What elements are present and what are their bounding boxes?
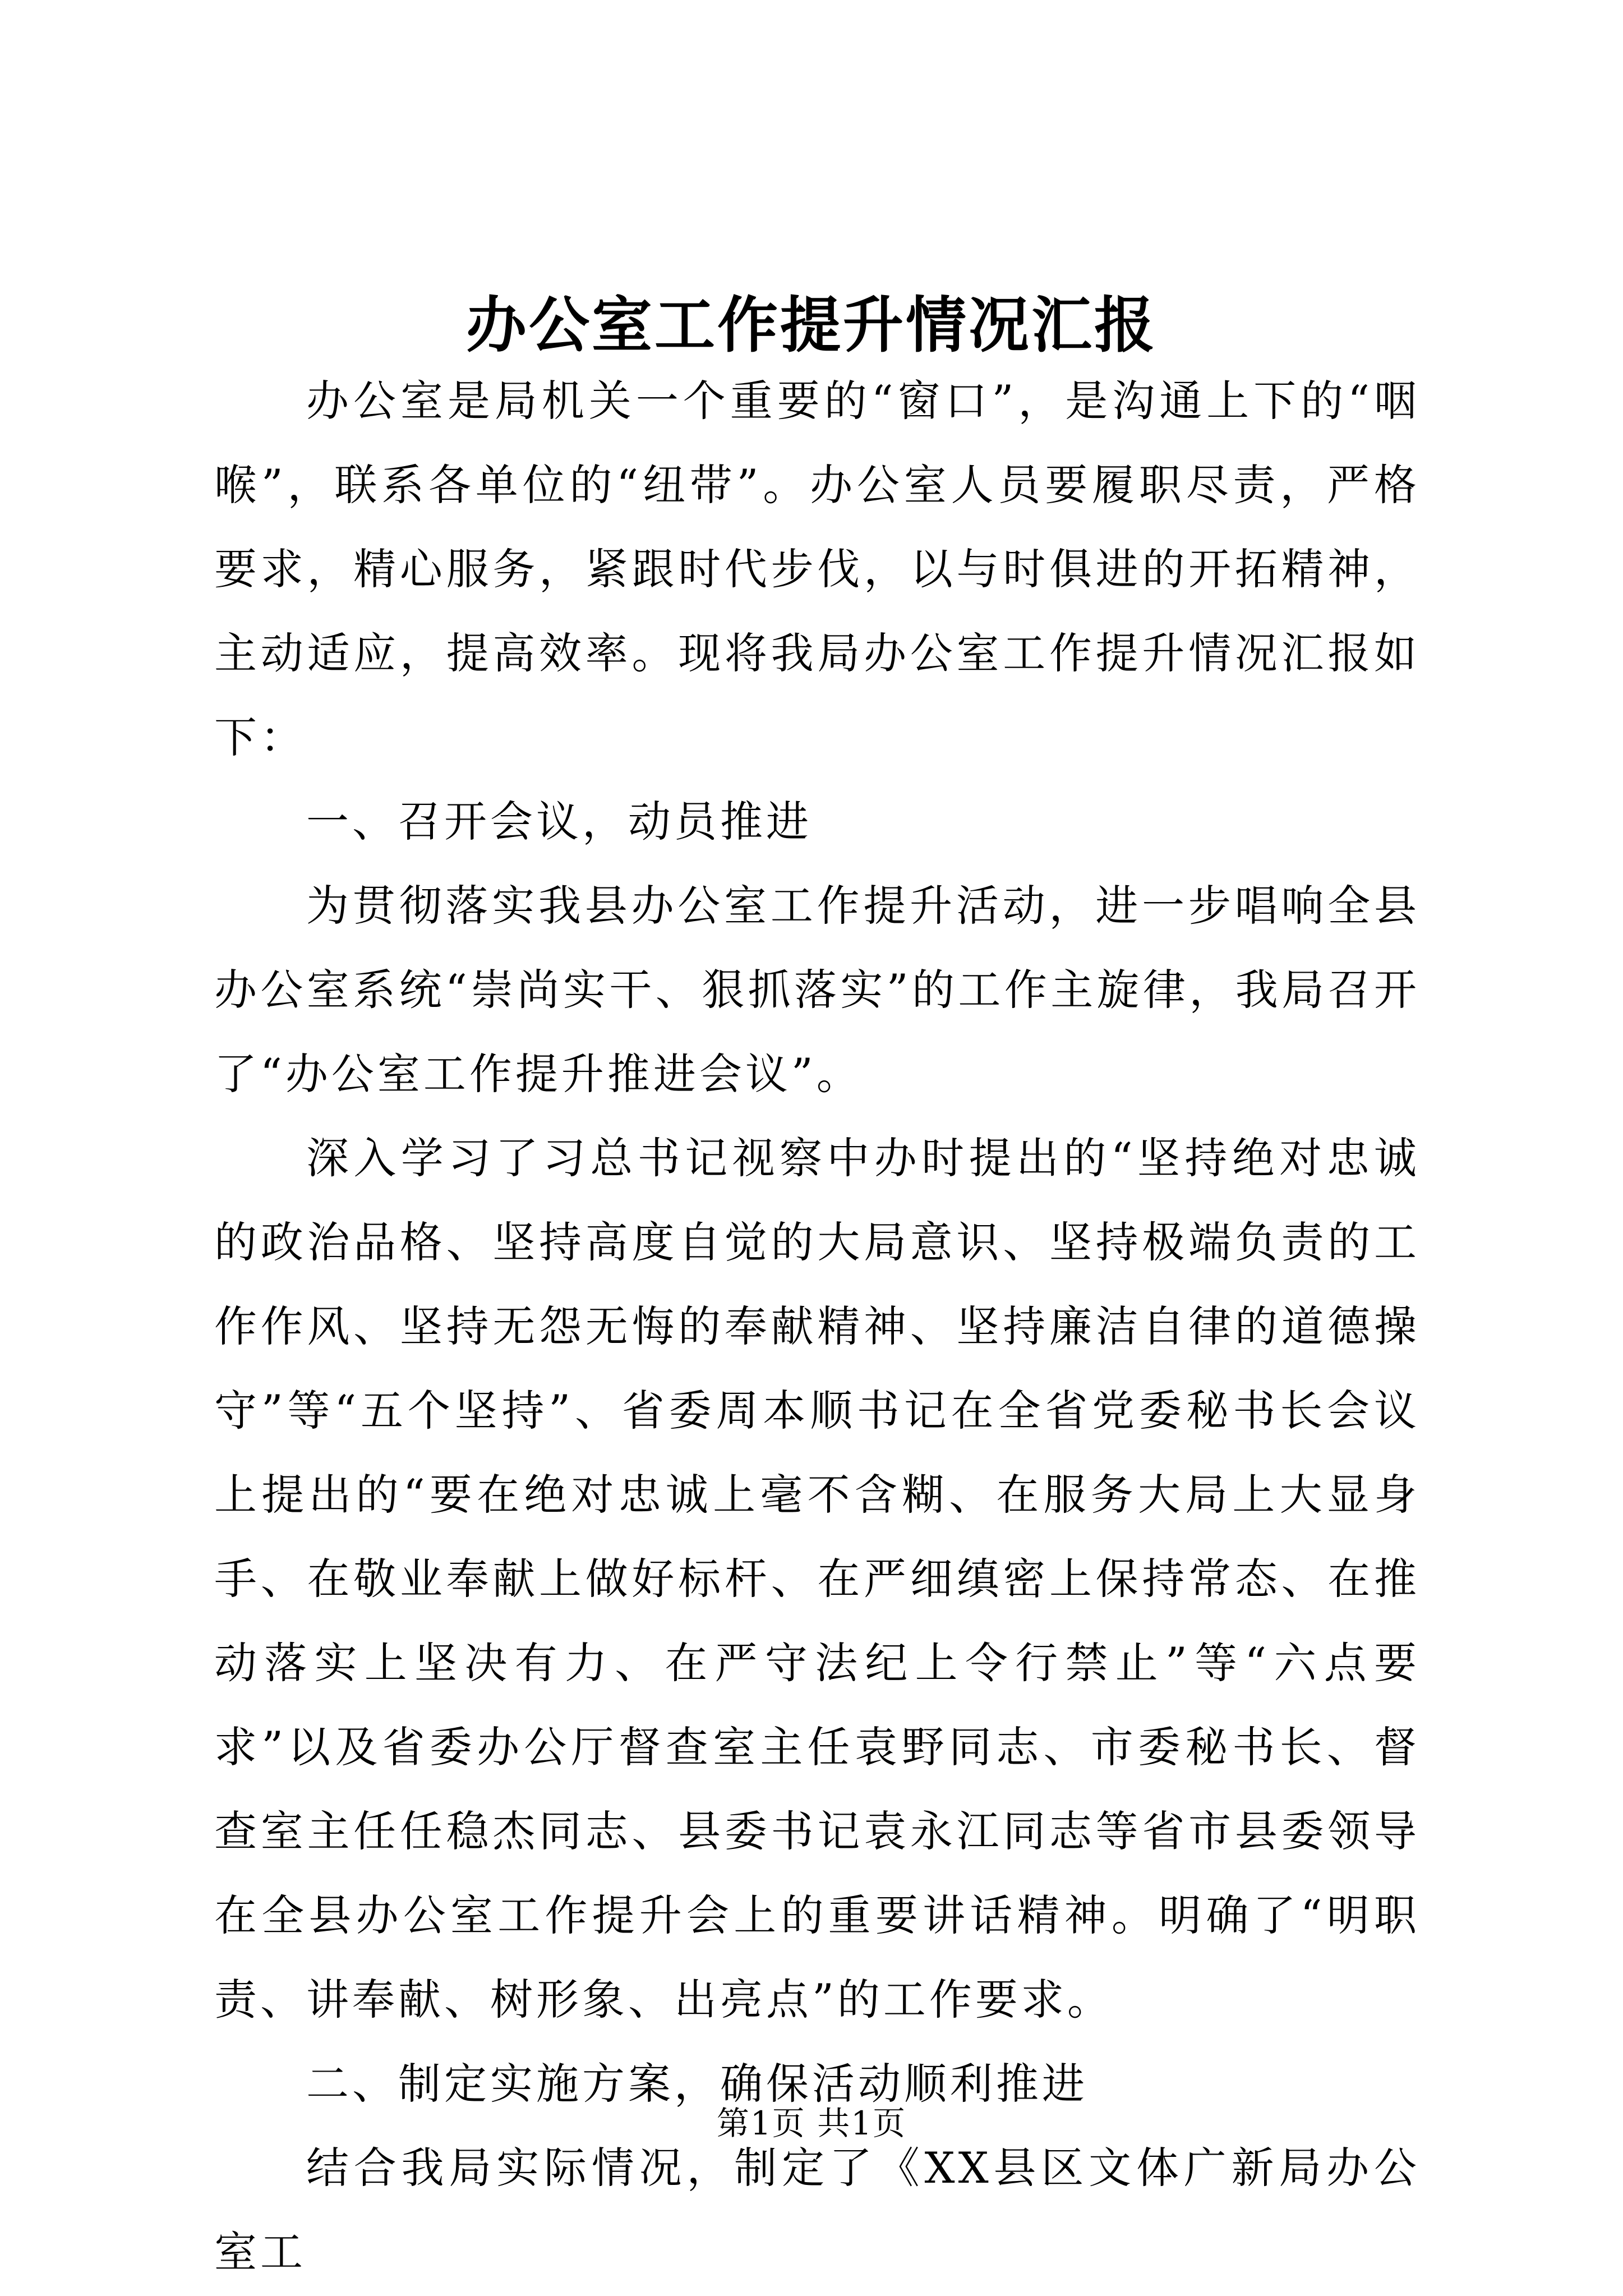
paragraph-study: 深入学习了习总书记视察中办时提出的“坚持绝对忠诚的政治品格、坚持高度自觉的大局意识、坚持极端负责的工作作风、坚持无怨无悔的奉献精神、坚持廉洁自律的道德操守”等“五个坚持”、省委周本顺书记在全省党委秘书长会议上提出的“要在绝对忠诚上毫不含糊、在服务大局上大显身手、在敬业奉献上做好标杆、在严细缜密上保持常态、在推动落实上坚决有力、在严守法纪上令行禁止”等“六点要求”以及省委办公厅督查室主任袁野同志、市委秘书长、督查室主任任稳杰同志、县委书记袁永江同志等省市县委领导在全县办公室工作提升会上的重要讲话精神。明确了“明职责、讲奉献、树形象、出亮点”的工作要求。 xyxy=(214,1133,1420,2024)
document-title: 办公室工作提升情况汇报 xyxy=(465,290,1157,361)
section-heading-2: 二、制定实施方案，确保活动顺利推进 xyxy=(306,2059,1088,2109)
paragraph-meeting: 为贯彻落实我县办公室工作提升活动，进一步唱响全县办公室系统“崇尚实干、狠抓落实”的工作主旋律，我局召开了“办公室工作提升推进会议”。 xyxy=(214,881,1420,1099)
paragraph-intro: 办公室是局机关一个重要的“窗口”，是沟通上下的“咽喉”，联系各单位的“纽带”。办公室人员要履职尽责，严格要求，精心服务，紧跟时代步伐，以与时俱进的开拓精神，主动适应，提高效率。现将我局办公室工作提升情况汇报如下： xyxy=(214,376,1420,762)
paragraph-plan: 结合我局实际情况，制定了《XX县区文体广新局办公室工 xyxy=(214,2143,1420,2277)
page-footer: 第1页 共1页 xyxy=(716,2104,907,2142)
document-body xyxy=(214,359,1420,2294)
section-heading-1: 一、召开会议，动员推进 xyxy=(306,797,812,846)
